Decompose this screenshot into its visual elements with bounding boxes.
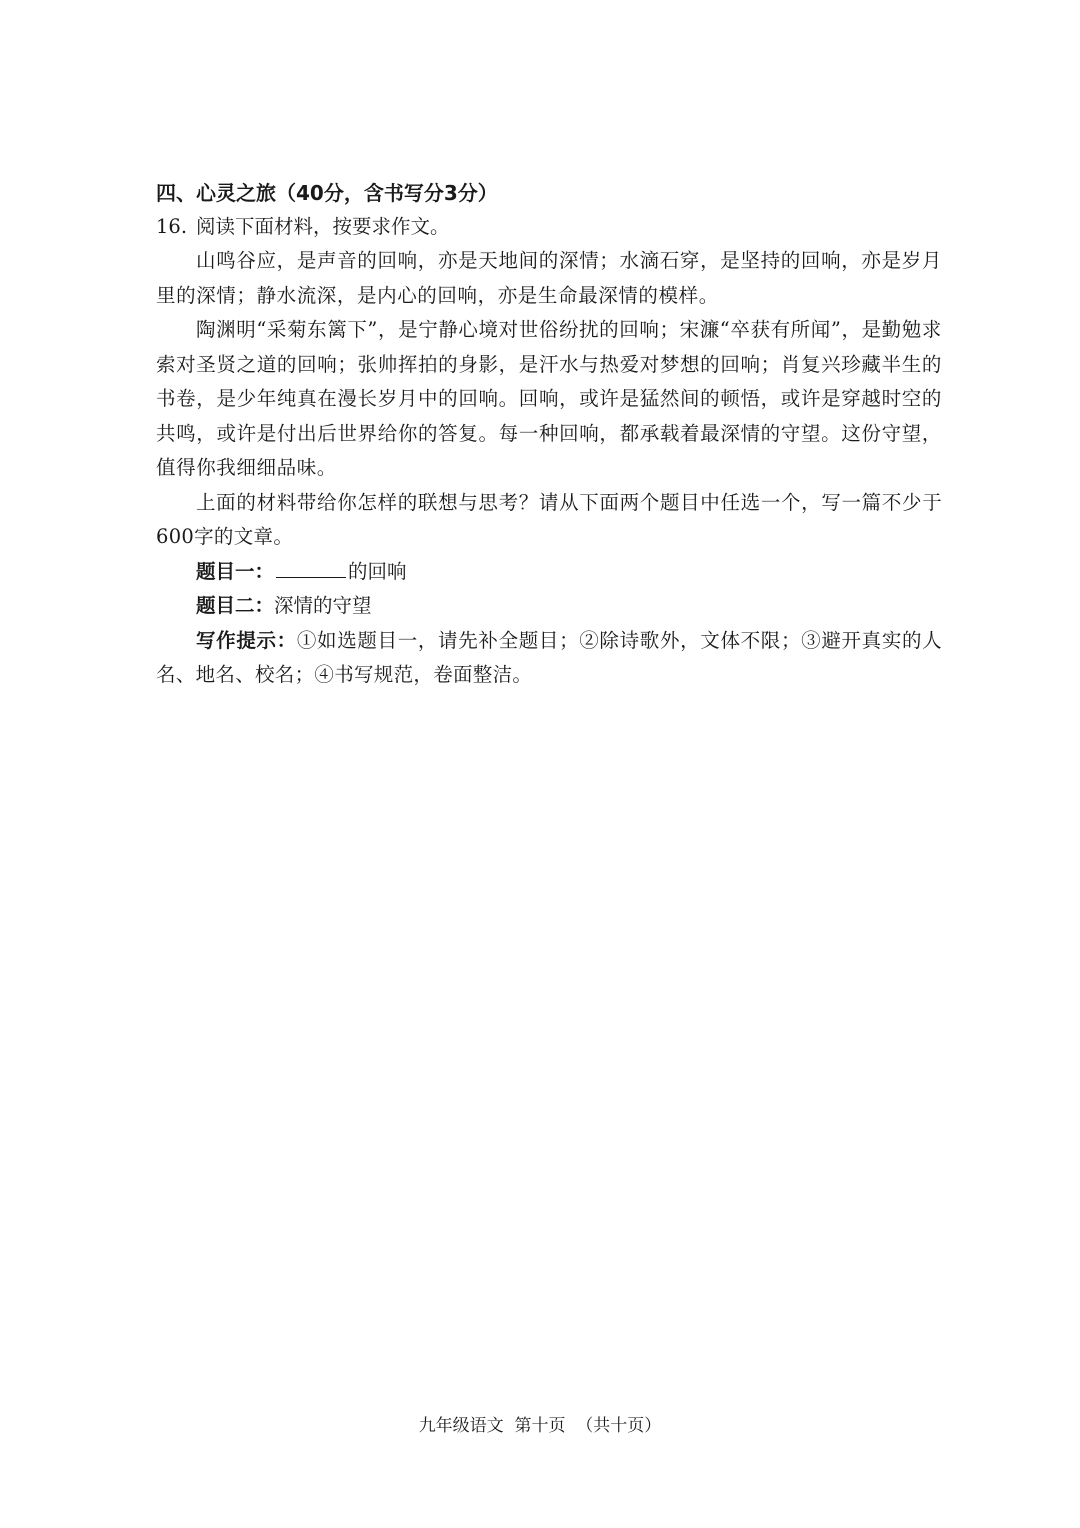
question-prompt	[156, 210, 942, 244]
material-paragraph-2: 陶渊明“采菊东篱下”，是宁静心境对世俗纷扰的回响；宋濂“卒获有所闻”，是勤勉求索对圣贤之道的回响；张帅挥拍的身影，是汗水与热爱对梦想的回响；肖复兴珍藏半生的书卷，是少年纯真在漫长岁月中的回响。回响，或许是猛然间的顿悟，或许是穿越时空的共鸣，或许是付出后世界给你的答复。每一种回响，都承载着最深情的守望。这份守望，值得你我细细品味。	[156, 318, 942, 479]
page-content	[156, 176, 942, 693]
writing-hint-label: 写作提示：	[196, 628, 297, 652]
writing-instruction: 上面的材料带给你怎样的联想与思考？请从下面两个题目中任选一个，写一篇不少于600字的文章。	[156, 490, 942, 548]
topic-one-suffix: 的回响	[348, 559, 407, 583]
section-title: 四、心灵之旅（40分，含书写分3分）	[156, 181, 498, 205]
topic-two	[156, 589, 942, 624]
topic-two-label: 题目二：	[196, 594, 275, 617]
question-number: 16.	[156, 215, 188, 238]
material-paragraph-1: 山鸣谷应，是声音的回响，亦是天地间的深情；水滴石穿，是坚持的回响，亦是岁月里的深情；静水流深，是内心的回响，亦是生命最深情的模样。	[156, 249, 942, 307]
writing-hint-text: ①如选题目一，请先补全题目；②除诗歌外，文体不限；③避开真实的人名、地名、校名；④书写规范，卷面整洁。	[156, 628, 942, 686]
topic-one	[156, 555, 942, 590]
topic-one-label: 题目一：	[196, 559, 275, 583]
page-footer: 九年级语文 第十页 （共十页）	[418, 1416, 662, 1436]
topic-two-text: 深情的守望	[274, 594, 372, 617]
question-text: 阅读下面材料，按要求作文。	[196, 215, 450, 238]
writing-hint	[156, 624, 942, 693]
topic-one-blank	[276, 557, 346, 578]
